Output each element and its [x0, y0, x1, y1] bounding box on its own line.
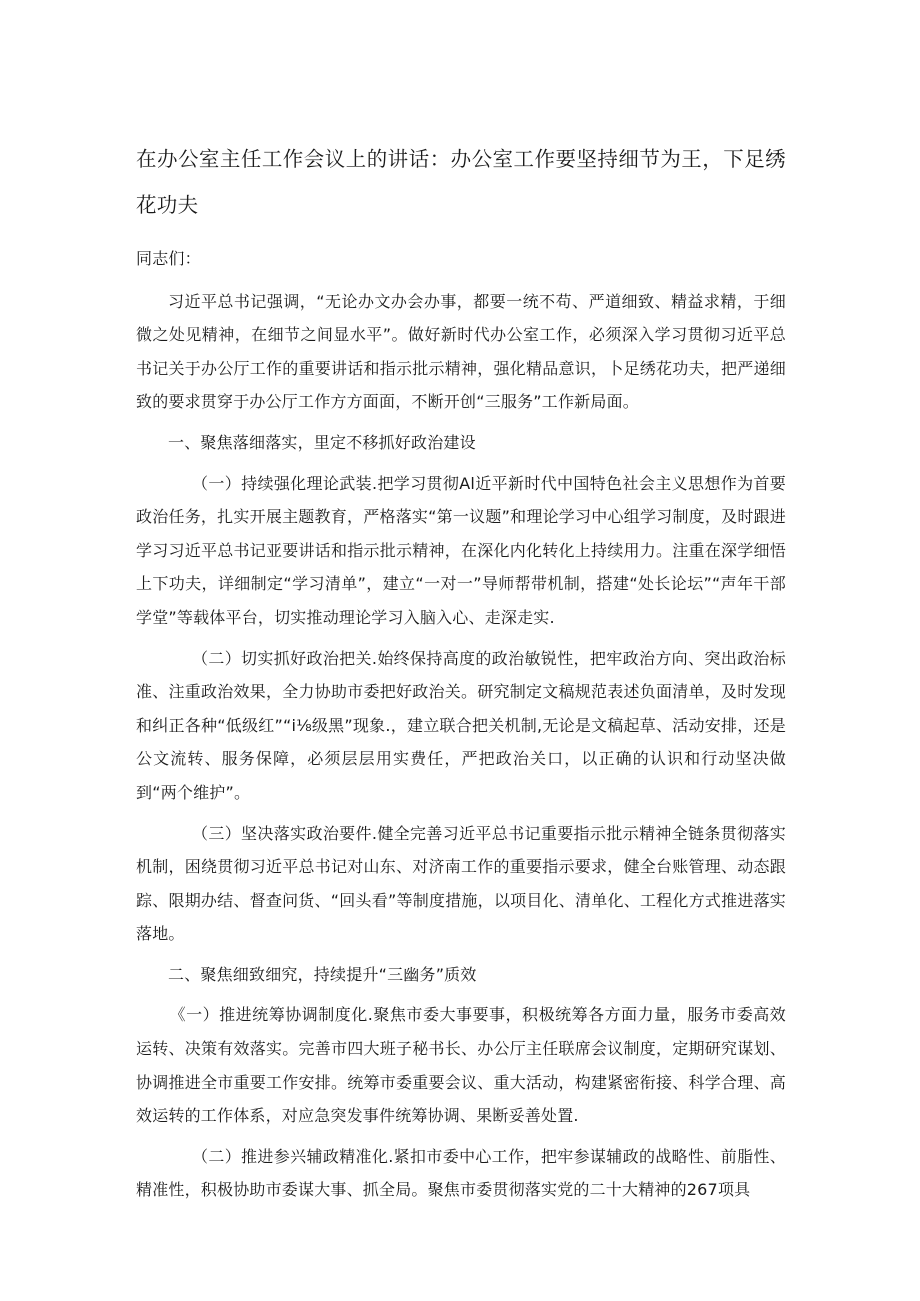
- section1-item-2: （二）切实抓好政治把关.始终保持高度的政治敏锐性，把牢政治方向、突出政治标准、注重政治效果，全力协助市委把好政治关。研究制定文稿规范表述负面清单，及时发现和纠正各种“低级红”“i⅛级黑”现象.，建立联合把关机制,无论是文稿起草、活动安排，还是公文流转、服务保障，必须层层用实费任，严把政治关口，以正确的认识和行动坚决做到“两个维护”。: [136, 648, 786, 802]
- section2-item-2: （二）推进参兴辅政精准化.紧扣市委中心工作，把牢参谋辅政的战略性、前脂性、精准性，积极协助市委谋大事、抓全局。聚焦市委贯彻落实党的二十大精神的267项具: [136, 1146, 786, 1200]
- section-heading-2: 二、聚焦细致细究，持续提升“三幽务”质效: [168, 964, 477, 984]
- salutation: 同志们：: [136, 249, 201, 268]
- intro-paragraph: 习近平总书记强调，“无论办文办会办事，都要一统不苟、严道细致、精益求精，于细微之处见精神，在细节之间显水平”。做好新时代办公室工作，必须深入学习贯彻习近平总书记关于办公厅工作的重要讲话和指示批示精神，强化精品意识，卜足绣花功夫，把严递细致的要求贯穿于办公厅工作方方面面，不断开创“三服务”工作新局面。: [136, 291, 786, 412]
- section-heading-1: 一、聚焦落细落实，里定不移抓好政治建设: [168, 432, 476, 452]
- section2-item-1: 《一）推进统筹协调制度化.聚焦市委大事要事，积极统筹各方面力量，服务市委高效运转、决策有效落实。完善市四大班子秘书长、办公厅主任联席会议制度，定期研究谋划、协调推进全市重要工作安排。统筹市委重要会议、重大活动，构建紧密衔接、科学合理、高效运转的工作体系，对应急突发事件统筹协调、果断妥善处置.: [136, 1005, 786, 1126]
- document-title: 在办公室主任工作会议上的讲话：办公室工作要坚持细节为王，下足绣花功夫: [136, 147, 786, 217]
- section1-item-3: （三）坚决落实政治要件.健全完善习近平总书记重要指示批示精神全链条贯彻落实机制，困绕贯彻习近平总书记对山东、对济南工作的重要指示要求，健全台账管理、动态跟踪、限期办结、督查问货、“回头看”等制度措施，以项目化、清单化、工程化方式推进落实落地。: [136, 823, 786, 944]
- section1-item-1: （一）持续强化理论武装.把学习贯彻Al近平新时代中国特色社会主义思想作为首要政治任务，扎实开展主题教育，严格落实“第一议题”和理论学习中心组学习制度，及时跟进学习习近平总书记亚要讲话和指示批示精神，在深化内化转化上持续用力。注重在深学细悟上下功夫，详细制定“学习清单”，建立“一对一”导师帮带机制，搭建“处长论坛”“声年干部学堂”等载体平台，切实推动理论学习入脑入心、走深走实.: [136, 473, 786, 627]
- document-body: [136, 242, 786, 1214]
